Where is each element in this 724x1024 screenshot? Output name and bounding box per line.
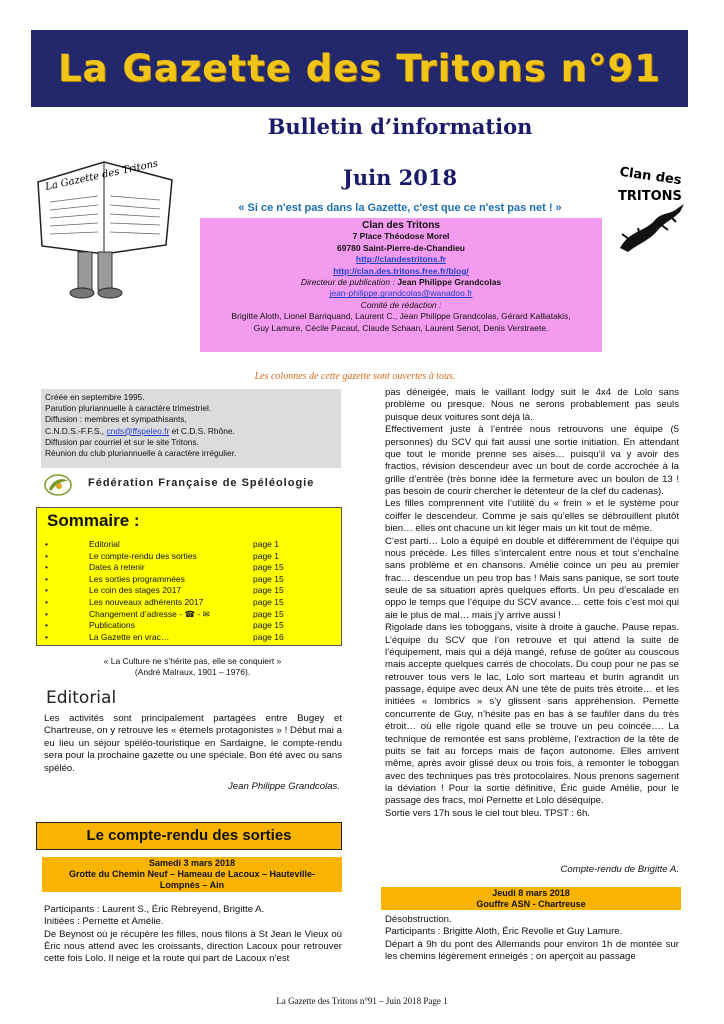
club-line-2: Parution pluriannuelle à caractère trimestriel. xyxy=(45,403,212,414)
sommaire-item-page: page 1 xyxy=(253,550,279,561)
address-line-2: 69780 Saint-Pierre-de-Chandieu xyxy=(336,242,465,253)
bulletin-title: Bulletin d’information xyxy=(267,114,533,139)
newspaper-reader-illustration xyxy=(30,150,180,305)
sommaire-bullet: • xyxy=(45,620,48,631)
sommaire-bullet: • xyxy=(45,562,48,573)
sortie-1-participants: Participants : Laurent S., Éric Rebreyend, Brigitte A. xyxy=(44,904,265,915)
committee-label: Comité de rédaction : xyxy=(360,299,442,310)
sommaire-item[interactable] xyxy=(45,574,335,585)
director-name: Jean Philippe Grandcolas xyxy=(397,277,502,288)
editorial-signature: Jean Philippe Grandcolas. xyxy=(228,781,340,792)
sortie-2-header xyxy=(381,887,681,910)
right-column-signature: Compte-rendu de Brigitte A. xyxy=(560,864,679,875)
sommaire-item-page: page 15 xyxy=(253,597,284,607)
sortie-1-paragraph: De Beynost où je récupère les filles, nous filons à St Jean le Vieux où Éric nous attend avec les croissants, direction Lacoux pour retrouver cette fois Lolo. Il neige et la route qui part de Lacoux n’est xyxy=(44,928,342,965)
quote-line-2: (André Malraux, 1901 – 1976). xyxy=(134,667,251,677)
sommaire-bullet: • xyxy=(45,585,48,596)
sortie-2-line-1: Désobstruction. xyxy=(385,914,452,925)
sommaire-item-label: La Gazette en vrac… xyxy=(89,631,170,642)
sommaire-item-page: page 15 xyxy=(253,620,284,631)
sommaire-bullet: • xyxy=(45,550,48,561)
cnds-email-link[interactable]: cnds@ffspeleo.fr xyxy=(106,425,170,436)
contact-info-box xyxy=(200,218,602,352)
sortie-1-text xyxy=(44,904,342,965)
svg-text:Clan des: Clan des xyxy=(618,164,683,189)
ffs-name: Fédération Française de Spéléologie xyxy=(88,477,315,489)
sommaire-item-page: page 15 xyxy=(253,573,284,584)
sortie-2-line-3: Départ à 9h du pont des Allemands pour environ 1h de montée sur les chemins légèrement enneigés ; on aperçoit au passage xyxy=(385,938,679,962)
club-line-4-post: et C.D.S. Rhône. xyxy=(171,425,235,436)
page-footer: La Gazette des Tritons n°91 – Juin 2018 Page 1 xyxy=(276,996,448,1006)
sommaire-item-label: Publications xyxy=(89,620,135,631)
illustration-caption: La Gazette des Tritons xyxy=(44,158,160,193)
club-info-box xyxy=(41,389,341,468)
club-line-6: Réunion du club pluriannuelle à caractère irrégulier. xyxy=(45,448,237,459)
sommaire-item-page: page 15 xyxy=(253,562,284,573)
sommaire-item[interactable] xyxy=(45,632,335,643)
blog-link[interactable]: http://clan.des.tritons.free.fr/blog/ xyxy=(333,265,469,276)
sortie-1-initiees: Initiées : Pernette et Amélie. xyxy=(44,916,164,928)
sortie-2-date: Jeudi 8 mars 2018 xyxy=(492,888,570,898)
website-link[interactable]: http://clandestritons.fr xyxy=(355,254,447,265)
right-column-text: pas déneigée, mais le vaillant lodgy suit le 4x4 de Lolo sans problème ou presque. Nous ne serons probablement pas seuls puisque deux voitures sont déjà là. Effectivement juste à l’entrée nous retrouvons une équipe (5 personnes) du SCV qui fait aussi une sortie initiation. En attendant que tout le monde prenne ses aises… puisqu’il va y avoir des fractios, révision descendeur avec un bout de corde accrochée à la grille d’entrée (très bonne idée la fermeture avec un boulon de 13 ! pas besoin de courir chercher le détenteur de la clef du cadenas). Les filles comprennent vite l’utilité du « frein » et le système pour coiffer le descendeur. Comme je sais qu’elles se débrouillent plutôt bien… elles ont chacune un kit léger mais un kit tout de même. C’est parti… Lolo a équipé en double et différemment de l’équipe qui nous précède. Les filles s’intercalent entre nous et tout s’enchaîne sans problème et en chansons. Amélie coince un peu au premier frac… descendue un peu trop bas ! Mais sans panique, se sort toute seule de sa situation après quelques efforts. Un peu d’escalade en oppo le temps que l’équipe du SCV avance… cette fois c’est moi qui aie le plus de mal… mais j’y arrive aussi ! Rigolade dans les toboggans, visite à droite à gauche. Pause repas. L’équipe du SCV que l’on retrouve et qui attend la suite de l’équipement, mais qui a déjà mangé, refuse de goûter au couscous mais accepte quelques carrés de chocolats. Du coup pour ne pas se retrouver tous vers le lac, Lolo sort marteau et burin agrandit un passage, équipe avec deux AN une tête de puits très étroite… et les initiées « lombrics » s’y glissent sans appréhension. Pernette concurrente de Guy, n’hésite pas en bas à se faufiler dans du très étroit… où elle rigole quand elle se trouve un peu coincée…. La technique de remontée est sans problème, l’extraction de la tête de puits se fait au forceps mais de façon autonome. Elles arrivent même, après avoir glissé deux ou trois fois, à remonter le toboggan avec des techniques pas très protocolaires. Nous prenons sagement la déviation ! Pour la sortie définitive, Éric guide Amélie, pour le passage des fracs, moi Pernette et Lolo déséquipe. Sortie vers 17h sous le ciel tout bleu. TPST : 6h. xyxy=(385,387,679,819)
sortie-2-line-2: Participants : Brigitte Aloth, Éric Revolle et Guy Lamure. xyxy=(385,926,623,938)
clan-des-tritons-logo xyxy=(610,160,695,260)
sommaire-item-page: page 1 xyxy=(253,539,279,549)
sommaire-item[interactable] xyxy=(45,539,335,550)
sommaire-item-label: Les nouveaux adhérents 2017 xyxy=(89,597,204,607)
editorial-heading: Editorial xyxy=(46,688,117,708)
director-email-link[interactable]: jean-philippe.grandcolas@wanadoo.fr xyxy=(329,288,473,299)
sommaire-item-label: Le coin des stages 2017 xyxy=(89,585,182,596)
sommaire-item[interactable] xyxy=(45,609,335,620)
sommaire-bullet: • xyxy=(45,597,48,607)
sommaire-item[interactable] xyxy=(45,562,335,573)
sommaire-bullet: • xyxy=(45,573,48,584)
columns-note: Les colonnes de cette gazette sont ouvertes à tous. xyxy=(254,371,456,382)
sommaire-bullet: • xyxy=(45,631,48,642)
club-line-5: Diffusion par courriel et sur le site Tritons. xyxy=(45,436,199,447)
sortie-1-header xyxy=(42,857,342,892)
director-label: Directeur de publication : xyxy=(300,277,395,288)
club-name: Clan des Tritons xyxy=(362,220,440,231)
sommaire-box xyxy=(36,507,342,646)
committee-line-2: Guy Lamure, Cécile Pacaut, Claude Schaan, Laurent Senot, Denis Verstraete. xyxy=(253,322,549,333)
issue-date: Juin 2018 xyxy=(342,165,458,190)
club-line-1: Créée en septembre 1995. xyxy=(45,392,145,402)
masthead-banner xyxy=(31,30,688,107)
sommaire-item-label: Editorial xyxy=(89,539,120,549)
sortie-1-date: Samedi 3 mars 2018 xyxy=(148,858,236,868)
sommaire-item-label: Dates à retenir xyxy=(89,562,145,573)
sommaire-item-page: page 16 xyxy=(253,631,284,642)
address-line-1: 7 Place Théodose Morel xyxy=(352,231,450,242)
editorial-text: Les activités sont principalement partagées entre Bugey et Chartreuse, on y retrouve les « éternels protagonistes » ! Début mai a eu lieu un séjour spéléo-touristique en Sardaigne, le compte-rendu sera pour la prochaine gazette ou une spéciale. Bon été avec ou sans spéléo. xyxy=(44,713,342,774)
sommaire-item[interactable] xyxy=(45,551,335,562)
sommaire-title: Sommaire : xyxy=(47,511,140,530)
motto: « Si ce n'est pas dans la Gazette, c'est que ce n'est pas net ! » xyxy=(238,202,562,214)
sommaire-item[interactable] xyxy=(45,620,335,631)
svg-text:TRITONS: TRITONS xyxy=(618,189,682,204)
sommaire-bullet: • xyxy=(45,608,48,619)
sommaire-item-label: Changement d’adresse - ☎ - ✉ xyxy=(89,608,210,619)
sommaire-item-page: page 15 xyxy=(253,585,284,596)
sommaire-item[interactable] xyxy=(45,597,335,608)
gazette-title: La Gazette des Tritons n°91 xyxy=(57,47,661,90)
ffs-logo-icon xyxy=(43,473,73,497)
club-line-3: Diffusion : membres et sympathisants, xyxy=(45,414,187,425)
sortie-1-place-2: Lompnès – Ain xyxy=(159,880,225,890)
sommaire-bullet: • xyxy=(45,539,48,549)
club-line-4-pre: C.N.D.S.-F.F.S., xyxy=(45,425,105,436)
compte-rendu-heading: Le compte-rendu des sorties xyxy=(36,822,342,850)
sommaire-item-label: Le compte-rendu des sorties xyxy=(89,550,197,561)
sommaire-item[interactable] xyxy=(45,585,335,596)
sommaire-item-page: page 15 xyxy=(253,608,284,619)
quote-line-1: « La Culture ne s’hérite pas, elle se conquiert » xyxy=(103,656,282,666)
sortie-1-place-1: Grotte du Chemin Neuf – Hameau de Lacoux – Hauteville- xyxy=(68,869,316,879)
sortie-2-place: Gouffre ASN - Chartreuse xyxy=(476,899,586,909)
committee-line-1: Brigitte Aloth, Lionel Barriquand, Laurent C., Jean Philippe Grandcolas, Gérard Kalliatakis, xyxy=(231,311,571,322)
quote xyxy=(40,656,345,678)
sortie-2-text xyxy=(385,914,679,963)
sommaire-item-label: Les sorties programmées xyxy=(89,573,185,584)
